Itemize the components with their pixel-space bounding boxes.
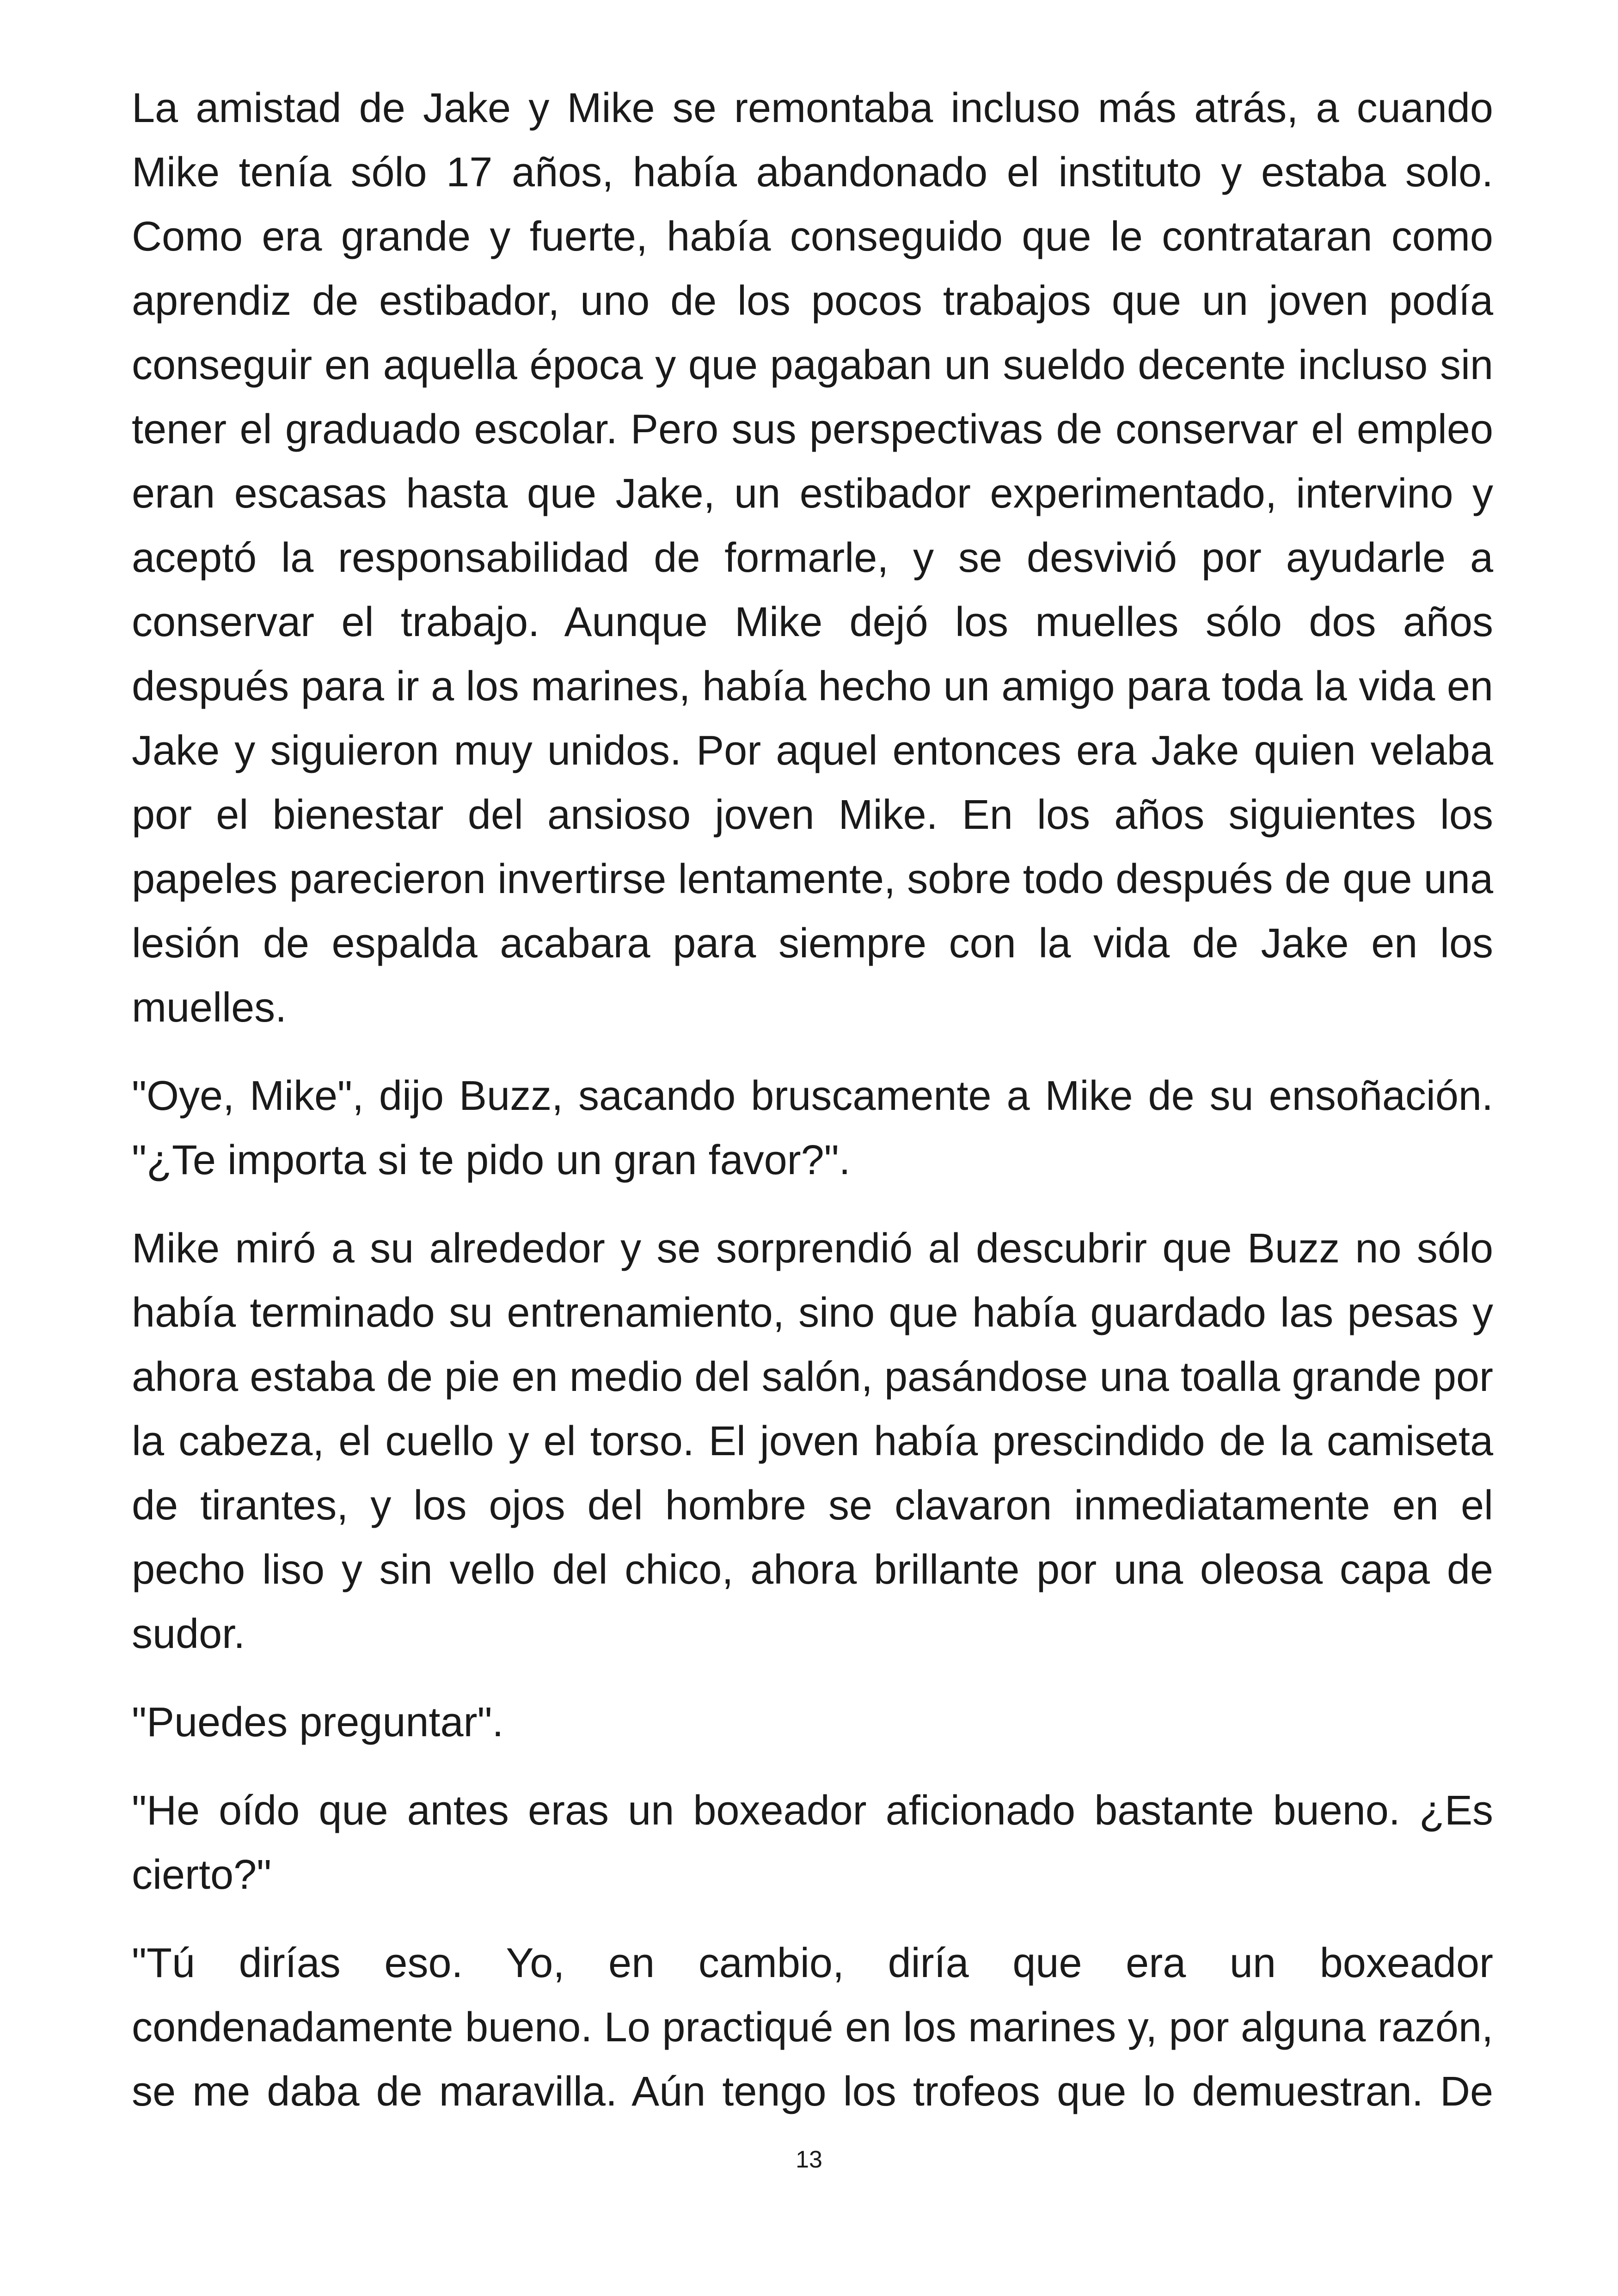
paragraph-4: "Puedes preguntar". — [132, 1699, 504, 1745]
page-body-text — [132, 76, 1493, 2148]
paragraph-6: "Tú dirías eso. Yo, en cambio, diría que era un boxeador condenadamente bueno. Lo practiqué en los marines y, por alguna razón, se me daba de maravilla. Aún tengo los trofeos que lo demuestran. De — [132, 1940, 1493, 2115]
paragraph-2: "Oye, Mike", dijo Buzz, sacando bruscamente a Mike de su ensoñación. "¿Te importa si te pido un gran favor?". — [132, 1073, 1493, 1183]
paragraph-3: Mike miró a su alrededor y se sorprendió al descubrir que Buzz no sólo había terminado su entrenamiento, sino que había guardado las pesas y ahora estaba de pie en medio del salón, pasándose una toalla grande por la cabeza, el cuello y el torso. El joven había prescindido de la camiseta de tirantes, y los ojos del hombre se clavaron inmediatamente en el pecho liso y sin vello del chico, ahora brillante por una oleosa capa de sudor. — [132, 1225, 1493, 1657]
paragraph-5: "He oído que antes eras un boxeador aficionado bastante bueno. ¿Es cierto?" — [132, 1788, 1493, 1898]
page-number: 13 — [796, 2146, 822, 2173]
paragraph-1: La amistad de Jake y Mike se remontaba incluso más atrás, a cuando Mike tenía sólo 17 años, había abandonado el instituto y estaba solo. Como era grande y fuerte, había conseguido que le contrataran como aprendiz de estibador, uno de los pocos trabajos que un joven podía conseguir en aquella época y que pagaban un sueldo decente incluso sin tener el graduado escolar. Pero sus perspectivas de conservar el empleo eran escasas hasta que Jake, un estibador experimentado, intervino y aceptó la responsabilidad de formarle, y se desvivió por ayudarle a conservar el trabajo. Aunque Mike dejó los muelles sólo dos años después para ir a los marines, había hecho un amigo para toda la vida en Jake y siguieron muy unidos. Por aquel entonces era Jake quien velaba por el bienestar del ansioso joven Mike. En los años siguientes los papeles parecieron invertirse lentamente, sobre todo después de que una lesión de espalda acabara para siempre con la vida de Jake en los muelles. — [132, 85, 1493, 1031]
